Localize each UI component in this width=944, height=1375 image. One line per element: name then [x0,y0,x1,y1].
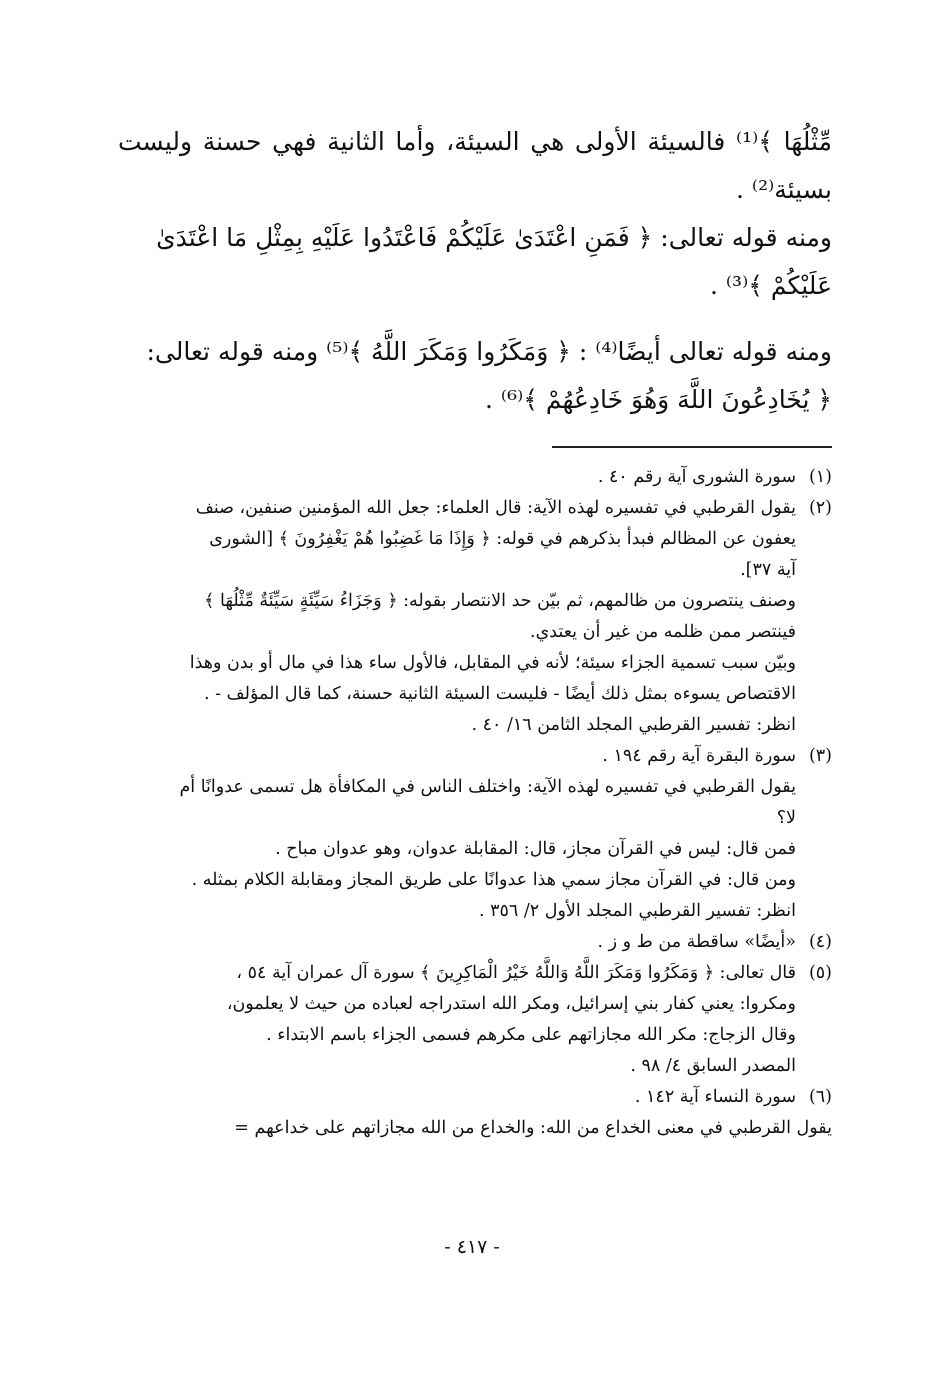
footnote-line: ومكروا: يعني كفار بني إسرائيل، ومكر الله استدراجه لعباده من حيث لا يعلمون، [226,994,796,1014]
footnote-line: يقول القرطبي في تفسيره لهذه الآية: قال العلماء: جعل الله المؤمنين صنفين، صنف [195,498,796,518]
main-line: مِّثْلُهَا ﴾⁽¹⁾ فالسيئة الأولى هي السيئة، وأما الثانية فهي حسنة وليست بسيئة⁽²⁾ . [118,127,832,204]
footnote-number: (٦) [808,1087,832,1107]
footnote-line: سورة النساء آية ١٤٢ . [634,1087,796,1107]
footnote-line: يقول القرطبي في تفسيره لهذه الآية: واختلف الناس في المكافأة هل تسمى عدوانًا أم [179,777,796,797]
footnote-continuation: يقول القرطبي في معنى الخداع من الله: والخداع من الله مجازاتهم على خداعهم = [234,1118,832,1138]
footnote-line: الاقتصاص يسوءه بمثل ذلك أيضًا - فليست السيئة الثانية حسنة، كما قال المؤلف - . [203,684,796,704]
footnote-number: (٣) [808,746,832,766]
footnote-line: وصنف ينتصرون من ظالمهم، ثم بيّن حد الانتصار بقوله: ﴿ وَجَزَاءُ سَيِّئَةٍ سَيِّئَةٌ مِّثْلُهَا ﴾ [204,591,796,611]
footnote-number: (٥) [808,963,832,983]
footnote-line: انظر: تفسير القرطبي المجلد الأول ٢/ ٣٥٦ . [478,901,796,921]
footnote-2 [118,493,832,741]
page-number: - ٤١٧ - [444,1236,500,1258]
footnote-line: سورة البقرة آية رقم ١٩٤ . [602,746,796,766]
footnotes [118,462,832,1144]
footnote-line: سورة الشورى آية رقم ٤٠ . [597,467,796,487]
main-line: ﴿ يُخَادِعُونَ اللَّهَ وَهُوَ خَادِعُهُمْ ﴾⁽⁶⁾ . [485,385,832,414]
footnote-divider [552,446,832,448]
footnote-line: وبيّن سبب تسمية الجزاء سيئة؛ لأنه في المقابل، فالأول ساء هذا في مال أو بدن وهذا [189,653,796,673]
main-text [118,118,832,424]
footnote-line: فينتصر ممن ظلمه من غير أن يعتدي. [530,622,796,642]
footnote-line: آية ٣٧]. [740,560,796,580]
footnote-line: ومن قال: في القرآن مجاز سمي هذا عدوانًا على طريق المجاز ومقابلة الكلام بمثله . [191,870,796,890]
footnote-line: قال تعالى: ﴿ وَمَكَرُوا وَمَكَرَ اللَّهُ وَاللَّهُ خَيْرُ الْمَاكِرِينَ ﴾ سورة آل عمران آية ٥٤ ، [236,963,796,983]
main-line: ومنه قوله تعالى: ﴿ فَمَنِ اعْتَدَىٰ عَلَيْكُمْ فَاعْتَدُوا عَلَيْهِ بِمِثْلِ مَا اعْتَدَىٰ [156,223,832,252]
footnote-line: وقال الزجاج: مكر الله مجازاتهم على مكرهم فسمى الجزاء باسم الابتداء . [266,1025,796,1045]
footnote-1 [118,462,832,493]
footnote-3 [118,741,832,927]
footnote-line: يعفون عن المظالم فبدأ بذكرهم في قوله: ﴿ وَإِذَا مَا غَضِبُوا هُمْ يَغْفِرُونَ ﴾ [الشورى [209,529,796,549]
main-line: ومنه قوله تعالى أيضًا⁽⁴⁾ : ﴿ وَمَكَرُوا وَمَكَرَ اللَّهُ ﴾⁽⁵⁾ ومنه قوله تعالى: [146,337,832,366]
footnote-5 [118,958,832,1082]
footnote-line: لا؟ [776,808,796,828]
footnote-number: (٢) [808,498,832,518]
footnote-4 [118,927,832,958]
footnote-line: فمن قال: ليس في القرآن مجاز، قال: المقابلة عدوان، وهو عدوان مباح . [275,839,796,859]
main-line: عَلَيْكُمْ ﴾⁽³⁾ . [710,271,832,300]
footnote-line: انظر: تفسير القرطبي المجلد الثامن ١٦/ ٤٠ . [471,715,796,735]
footnote-line: المصدر السابق ٤/ ٩٨ . [630,1056,796,1076]
footnote-line: «أيضًا» ساقطة من ط و ز . [597,932,796,952]
footnote-number: (٤) [808,932,832,952]
footnote-6 [118,1082,832,1113]
footnote-number: (١) [808,467,832,487]
